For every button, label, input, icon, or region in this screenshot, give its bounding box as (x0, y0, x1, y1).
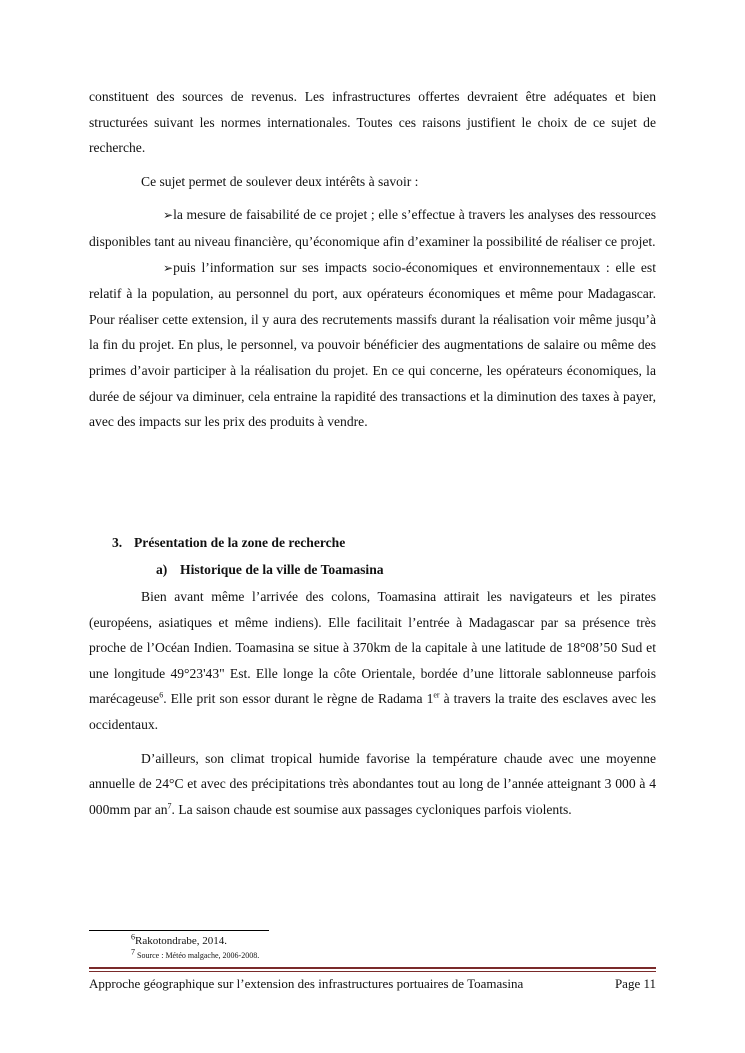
history-block (89, 584, 656, 822)
footer-title: Approche géographique sur l’extension des infrastructures portuaires de Toamasina (89, 976, 524, 991)
history-text-3: à travers la traite des esclaves avec les occidentaux. (89, 691, 656, 732)
footer-rule-thin (89, 971, 656, 972)
bullet-impacts (89, 255, 656, 435)
climate-text-2: . La saison chaude est soumise aux passages cycloniques parfois violents. (171, 801, 572, 817)
page-footer (89, 976, 656, 992)
climate-text-1: D’ailleurs, son climat tropical humide favorise la température chaude avec une moyenne annuelle de 24°C et avec des précipitations très abondantes tout au long de l’année atteignant 3 000 à 4 000mm par an (89, 750, 656, 817)
intro-block (89, 84, 656, 435)
arrow-bullet-icon: ➢ (163, 260, 174, 275)
page-number: Page 11 (614, 976, 656, 991)
arrow-bullet-icon: ➢ (163, 208, 174, 223)
ordinal-superscript: er (433, 690, 440, 700)
history-paragraph (89, 584, 656, 738)
bullet-feasibility-text: la mesure de faisabilité de ce projet ; elle s’effectue à travers les analyses des ressources disponibles tant au niveau financière, qu’économique afin d’examiner la possibilité de réaliser ce projet. (89, 207, 656, 249)
subsection-title: Historique de la ville de Toamasina (180, 562, 384, 577)
footnote-ref-6: 6 (159, 690, 164, 700)
section-heading (112, 535, 345, 551)
footer-rule-thick (89, 967, 656, 969)
history-text-2: . Elle prit son essor durant le règne de Radama 1 (163, 691, 434, 707)
footnote-7 (131, 947, 260, 960)
footnote-6 (131, 932, 227, 947)
footnote-number: 7 (131, 947, 135, 957)
section-number: 3. (112, 535, 123, 550)
intro-paragraph: constituent des sources de revenus. Les infrastructures offertes devraient être adéquates et bien structurées suivant les normes internationales. Toutes ces raisons justifient le choix de ce sujet de recherche. (89, 89, 656, 156)
subsection-number: a) (156, 562, 168, 577)
climate-paragraph (89, 746, 656, 823)
footnote-number: 6 (131, 932, 135, 942)
subsection-heading (156, 562, 384, 578)
history-text-1: Bien avant même l’arrivée des colons, Toamasina attirait les navigateurs et les pirates (européens, asiatiques et même indiens). Elle facilitait l’entrée à Madagascar par sa présence très proche de l’Océan Indien. Toamasina se situe à 370km de la capitale à une latitude de 18°08’50 Sud et une longitude 49°23'43" Est. Elle longe la côte Orientale, bordée d’une littorale sablonneuse parfois marécageuse (89, 589, 656, 707)
footnote-text: Source : Météo malgache, 2006-2008. (135, 951, 260, 960)
bullet-feasibility (89, 202, 656, 254)
interests-intro: Ce sujet permet de soulever deux intérêts à savoir : (141, 173, 419, 189)
footnote-text: Rakotondrabe, 2014. (135, 935, 227, 947)
footnote-separator (89, 930, 269, 931)
section-title: Présentation de la zone de recherche (134, 535, 346, 550)
footnote-ref-7: 7 (167, 801, 172, 811)
bullet-impacts-text: puis l’information sur ses impacts socio-économiques et environnementaux : elle est relatif à la population, au personnel du port, aux opérateurs économiques et même pour Madagascar. Pour réaliser cette extension, il y aura des recrutements massifs durant la réalisation voir même jusqu’à la fin du projet. En plus, le personnel, va pouvoir bénéficier des augmentations de salaire ou même des primes d’avoir participer à la réalisation du projet. En ce qui concerne, les opérateurs économiques, la durée de séjour va diminuer, cela entraine la rapidité des transactions et la diminution des taxes à payer, avec des impacts sur les prix des produits à vendre. (89, 259, 656, 430)
